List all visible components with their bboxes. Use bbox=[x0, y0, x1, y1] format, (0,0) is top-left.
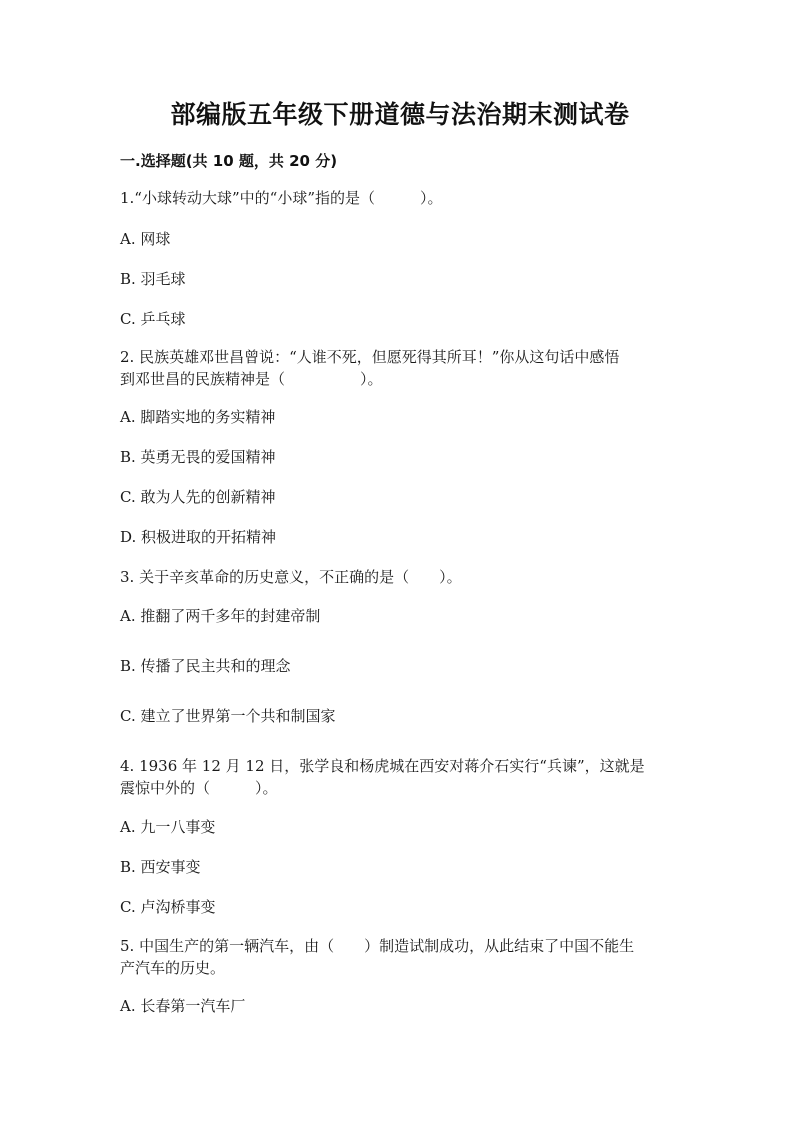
question-1-option-a: A. 网球 bbox=[120, 230, 171, 248]
page-title: 部编版五年级下册道德与法治期末测试卷 bbox=[170, 100, 630, 129]
question-5-stem-line-2: 产汽车的历史。 bbox=[120, 959, 226, 977]
question-2-option-a: A. 脚踏实地的务实精神 bbox=[120, 408, 276, 426]
question-5-option-a: A. 长春第一汽车厂 bbox=[120, 997, 246, 1015]
question-4-stem-line-1: 4. 1936 年 12 月 12 日，张学良和杨虎城在西安对蒋介石实行“兵谏”，这就是 bbox=[120, 757, 645, 775]
question-4-option-a: A. 九一八事变 bbox=[120, 818, 216, 836]
question-1-option-c: C. 乒乓球 bbox=[120, 310, 186, 328]
question-2-stem-line-1: 2. 民族英雄邓世昌曾说：“人谁不死，但愿死得其所耳！”你从这句话中感悟 bbox=[120, 348, 620, 366]
question-4-option-b: B. 西安事变 bbox=[120, 858, 201, 876]
question-3-option-b: B. 传播了民主共和的理念 bbox=[120, 657, 291, 675]
question-3-stem: 3. 关于辛亥革命的历史意义，不正确的是（ ）。 bbox=[120, 568, 462, 586]
question-3-option-c: C. 建立了世界第一个共和制国家 bbox=[120, 707, 336, 725]
question-3-option-a: A. 推翻了两千多年的封建帝制 bbox=[120, 607, 321, 625]
question-1-option-b: B. 羽毛球 bbox=[120, 270, 186, 288]
question-4-stem-line-2: 震惊中外的（ ）。 bbox=[120, 779, 278, 797]
question-2-option-d: D. 积极进取的开拓精神 bbox=[120, 528, 277, 546]
question-4-option-c: C. 卢沟桥事变 bbox=[120, 898, 216, 916]
section-heading: 一.选择题(共 10 题，共 20 分) bbox=[120, 152, 338, 170]
question-5-stem-line-1: 5. 中国生产的第一辆汽车，由（ ）制造试制成功，从此结束了中国不能生 bbox=[120, 937, 635, 955]
question-2-stem-line-2: 到邓世昌的民族精神是（ ）。 bbox=[120, 370, 383, 388]
question-1-stem: 1.“小球转动大球”中的“小球”指的是（ ）。 bbox=[120, 189, 443, 207]
question-2-option-b: B. 英勇无畏的爱国精神 bbox=[120, 448, 276, 466]
question-2-option-c: C. 敢为人先的创新精神 bbox=[120, 488, 276, 506]
